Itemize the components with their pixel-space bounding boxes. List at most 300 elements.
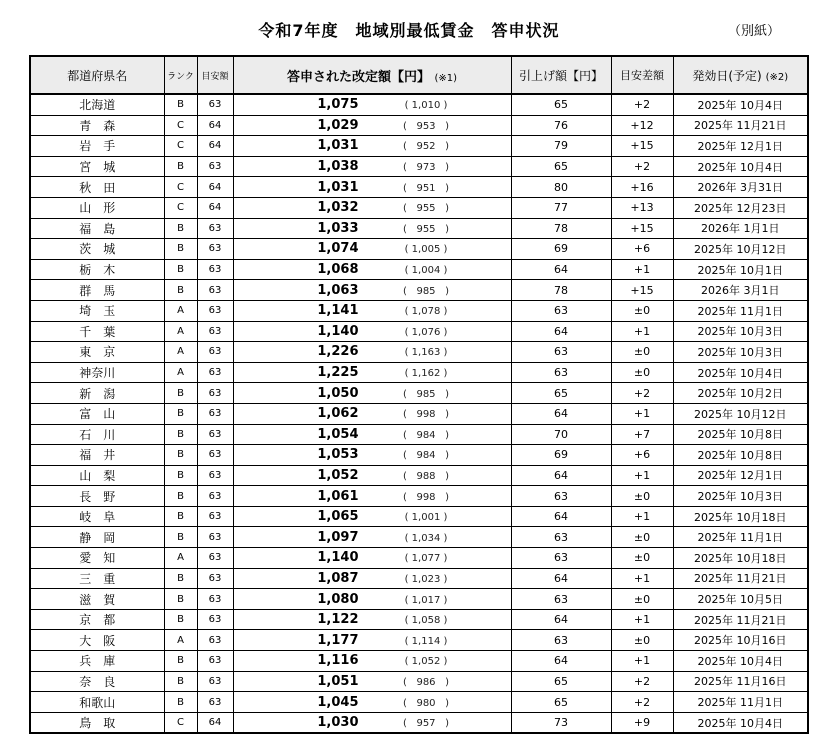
previous-wage: ( 998 ) bbox=[403, 409, 449, 421]
table-row bbox=[30, 486, 808, 507]
table-row bbox=[30, 321, 808, 342]
raise-cell: 64 bbox=[511, 609, 611, 630]
new-wage: 1,031 bbox=[317, 179, 359, 195]
guideline-diff-cell: +2 bbox=[611, 692, 673, 713]
prefecture-cell: 埼 玉 bbox=[30, 300, 164, 321]
table-row bbox=[30, 362, 808, 383]
rank-cell: B bbox=[164, 692, 197, 713]
header-prefecture: 都道府県名 bbox=[30, 56, 164, 94]
revised-amount-cell bbox=[233, 403, 511, 424]
table-row bbox=[30, 136, 808, 157]
revised-amount-cell bbox=[233, 239, 511, 260]
prefecture-cell: 千 葉 bbox=[30, 321, 164, 342]
previous-wage: ( 1,077 ) bbox=[404, 553, 448, 565]
rank-cell: B bbox=[164, 424, 197, 445]
guideline-diff-cell: ±0 bbox=[611, 486, 673, 507]
table-row bbox=[30, 630, 808, 651]
table-row bbox=[30, 383, 808, 404]
effective-date-cell: 2025年 10月8日 bbox=[673, 445, 808, 466]
guideline-cell: 63 bbox=[197, 94, 233, 115]
revised-amount-cell bbox=[233, 712, 511, 733]
guideline-diff-cell: +1 bbox=[611, 651, 673, 672]
header-rank: ランク bbox=[164, 56, 197, 94]
guideline-diff-cell: ±0 bbox=[611, 630, 673, 651]
prefecture-cell: 石 川 bbox=[30, 424, 164, 445]
guideline-diff-cell: +1 bbox=[611, 609, 673, 630]
new-wage: 1,140 bbox=[317, 323, 359, 339]
previous-wage: ( 1,078 ) bbox=[404, 306, 448, 318]
guideline-cell: 63 bbox=[197, 692, 233, 713]
rank-cell: C bbox=[164, 177, 197, 198]
previous-wage: ( 1,163 ) bbox=[404, 347, 448, 359]
new-wage: 1,225 bbox=[317, 365, 359, 381]
table-row bbox=[30, 280, 808, 301]
table-row bbox=[30, 548, 808, 569]
revised-amount-cell bbox=[233, 300, 511, 321]
guideline-diff-cell: +12 bbox=[611, 115, 673, 136]
revised-amount-cell bbox=[233, 568, 511, 589]
revised-amount-cell bbox=[233, 156, 511, 177]
guideline-diff-cell: +15 bbox=[611, 136, 673, 157]
header-row bbox=[30, 56, 808, 94]
rank-cell: A bbox=[164, 342, 197, 363]
guideline-diff-cell: ±0 bbox=[611, 300, 673, 321]
table-row bbox=[30, 651, 808, 672]
raise-cell: 78 bbox=[511, 280, 611, 301]
raise-cell: 65 bbox=[511, 692, 611, 713]
guideline-cell: 64 bbox=[197, 712, 233, 733]
prefecture-cell: 神奈川 bbox=[30, 362, 164, 383]
guideline-diff-cell: ±0 bbox=[611, 548, 673, 569]
previous-wage: ( 998 ) bbox=[403, 491, 449, 503]
guideline-diff-cell: +1 bbox=[611, 259, 673, 280]
guideline-diff-cell: +2 bbox=[611, 156, 673, 177]
revised-amount-cell bbox=[233, 424, 511, 445]
table-row bbox=[30, 568, 808, 589]
guideline-diff-cell: +1 bbox=[611, 506, 673, 527]
raise-cell: 63 bbox=[511, 527, 611, 548]
raise-cell: 65 bbox=[511, 383, 611, 404]
raise-cell: 80 bbox=[511, 177, 611, 198]
raise-cell: 64 bbox=[511, 465, 611, 486]
guideline-cell: 63 bbox=[197, 403, 233, 424]
guideline-diff-cell: +1 bbox=[611, 568, 673, 589]
previous-wage: ( 973 ) bbox=[403, 162, 449, 174]
revised-amount-cell bbox=[233, 115, 511, 136]
rank-cell: B bbox=[164, 465, 197, 486]
new-wage: 1,065 bbox=[317, 509, 359, 525]
previous-wage: ( 1,076 ) bbox=[404, 326, 448, 338]
previous-wage: ( 951 ) bbox=[403, 182, 449, 194]
prefecture-cell: 秋 田 bbox=[30, 177, 164, 198]
prefecture-cell: 東 京 bbox=[30, 342, 164, 363]
prefecture-cell: 富 山 bbox=[30, 403, 164, 424]
guideline-diff-cell: +15 bbox=[611, 280, 673, 301]
effective-date-cell: 2025年 11月16日 bbox=[673, 671, 808, 692]
revised-amount-cell bbox=[233, 259, 511, 280]
raise-cell: 69 bbox=[511, 239, 611, 260]
raise-cell: 65 bbox=[511, 671, 611, 692]
prefecture-cell: 北海道 bbox=[30, 94, 164, 115]
prefecture-cell: 兵 庫 bbox=[30, 651, 164, 672]
rank-cell: B bbox=[164, 486, 197, 507]
previous-wage: ( 1,017 ) bbox=[404, 594, 448, 606]
effective-date-cell: 2025年 11月1日 bbox=[673, 527, 808, 548]
guideline-cell: 63 bbox=[197, 465, 233, 486]
effective-date-cell: 2025年 10月18日 bbox=[673, 548, 808, 569]
raise-cell: 64 bbox=[511, 568, 611, 589]
raise-cell: 69 bbox=[511, 445, 611, 466]
previous-wage: ( 952 ) bbox=[403, 141, 449, 153]
new-wage: 1,141 bbox=[317, 303, 359, 319]
guideline-cell: 63 bbox=[197, 300, 233, 321]
guideline-cell: 63 bbox=[197, 239, 233, 260]
page-title: 令和7年度 地域別最低賃金 答申状況 bbox=[258, 21, 560, 40]
rank-cell: B bbox=[164, 94, 197, 115]
previous-wage: ( 1,114 ) bbox=[404, 635, 448, 647]
guideline-diff-cell: +9 bbox=[611, 712, 673, 733]
rank-cell: B bbox=[164, 671, 197, 692]
new-wage: 1,080 bbox=[317, 591, 359, 607]
new-wage: 1,062 bbox=[317, 406, 359, 422]
new-wage: 1,116 bbox=[317, 653, 359, 669]
prefecture-cell: 大 阪 bbox=[30, 630, 164, 651]
revised-amount-cell bbox=[233, 383, 511, 404]
effective-date-cell: 2025年 10月3日 bbox=[673, 486, 808, 507]
rank-cell: B bbox=[164, 651, 197, 672]
table-row bbox=[30, 712, 808, 733]
rank-cell: A bbox=[164, 548, 197, 569]
previous-wage: ( 1,004 ) bbox=[404, 265, 448, 277]
raise-cell: 65 bbox=[511, 94, 611, 115]
guideline-cell: 63 bbox=[197, 486, 233, 507]
previous-wage: ( 957 ) bbox=[403, 718, 449, 730]
revised-amount-cell bbox=[233, 465, 511, 486]
guideline-cell: 63 bbox=[197, 218, 233, 239]
guideline-cell: 63 bbox=[197, 609, 233, 630]
previous-wage: ( 988 ) bbox=[403, 470, 449, 482]
table-row bbox=[30, 115, 808, 136]
rank-cell: B bbox=[164, 589, 197, 610]
prefecture-cell: 和歌山 bbox=[30, 692, 164, 713]
revised-amount-cell bbox=[233, 548, 511, 569]
guideline-diff-cell: ±0 bbox=[611, 589, 673, 610]
header-revised-note: (※1) bbox=[434, 72, 458, 84]
guideline-cell: 63 bbox=[197, 156, 233, 177]
guideline-diff-cell: +13 bbox=[611, 197, 673, 218]
prefecture-cell: 山 梨 bbox=[30, 465, 164, 486]
raise-cell: 63 bbox=[511, 486, 611, 507]
revised-amount-cell bbox=[233, 94, 511, 115]
new-wage: 1,032 bbox=[317, 200, 359, 216]
guideline-cell: 63 bbox=[197, 362, 233, 383]
effective-date-cell: 2025年 10月4日 bbox=[673, 651, 808, 672]
new-wage: 1,050 bbox=[317, 385, 359, 401]
revised-amount-cell bbox=[233, 630, 511, 651]
header-effective-note: (※2) bbox=[765, 71, 789, 83]
new-wage: 1,030 bbox=[317, 715, 359, 731]
revised-amount-cell bbox=[233, 197, 511, 218]
guideline-cell: 63 bbox=[197, 527, 233, 548]
prefecture-cell: 茨 城 bbox=[30, 239, 164, 260]
effective-date-cell: 2025年 10月4日 bbox=[673, 362, 808, 383]
raise-cell: 64 bbox=[511, 259, 611, 280]
raise-cell: 63 bbox=[511, 342, 611, 363]
prefecture-cell: 岐 阜 bbox=[30, 506, 164, 527]
raise-cell: 77 bbox=[511, 197, 611, 218]
guideline-diff-cell: ±0 bbox=[611, 342, 673, 363]
new-wage: 1,038 bbox=[317, 159, 359, 175]
rank-cell: A bbox=[164, 362, 197, 383]
header-effective bbox=[673, 56, 808, 94]
previous-wage: ( 985 ) bbox=[403, 388, 449, 400]
effective-date-cell: 2025年 10月3日 bbox=[673, 342, 808, 363]
header-effective-label: 発効日(予定) bbox=[692, 68, 762, 83]
revised-amount-cell bbox=[233, 218, 511, 239]
guideline-cell: 63 bbox=[197, 589, 233, 610]
guideline-diff-cell: +1 bbox=[611, 403, 673, 424]
effective-date-cell: 2025年 11月21日 bbox=[673, 609, 808, 630]
revised-amount-cell bbox=[233, 486, 511, 507]
guideline-diff-cell: +6 bbox=[611, 445, 673, 466]
previous-wage: ( 1,010 ) bbox=[404, 100, 448, 112]
effective-date-cell: 2025年 11月1日 bbox=[673, 300, 808, 321]
previous-wage: ( 984 ) bbox=[403, 429, 449, 441]
previous-wage: ( 980 ) bbox=[403, 697, 449, 709]
revised-amount-cell bbox=[233, 362, 511, 383]
guideline-cell: 63 bbox=[197, 259, 233, 280]
annex-label: （別紙） bbox=[727, 24, 780, 39]
effective-date-cell: 2025年 12月23日 bbox=[673, 197, 808, 218]
guideline-cell: 64 bbox=[197, 177, 233, 198]
table-body bbox=[30, 94, 808, 733]
new-wage: 1,029 bbox=[317, 117, 359, 133]
guideline-cell: 63 bbox=[197, 321, 233, 342]
rank-cell: C bbox=[164, 712, 197, 733]
rank-cell: C bbox=[164, 197, 197, 218]
prefecture-cell: 奈 良 bbox=[30, 671, 164, 692]
new-wage: 1,068 bbox=[317, 262, 359, 278]
guideline-diff-cell: +16 bbox=[611, 177, 673, 198]
table-row bbox=[30, 342, 808, 363]
guideline-cell: 63 bbox=[197, 280, 233, 301]
effective-date-cell: 2025年 12月1日 bbox=[673, 136, 808, 157]
prefecture-cell: 滋 賀 bbox=[30, 589, 164, 610]
revised-amount-cell bbox=[233, 651, 511, 672]
effective-date-cell: 2025年 11月21日 bbox=[673, 115, 808, 136]
new-wage: 1,031 bbox=[317, 138, 359, 154]
effective-date-cell: 2025年 10月16日 bbox=[673, 630, 808, 651]
previous-wage: ( 986 ) bbox=[403, 676, 449, 688]
effective-date-cell: 2025年 11月21日 bbox=[673, 568, 808, 589]
rank-cell: B bbox=[164, 445, 197, 466]
new-wage: 1,045 bbox=[317, 694, 359, 710]
raise-cell: 65 bbox=[511, 156, 611, 177]
guideline-diff-cell: +15 bbox=[611, 218, 673, 239]
previous-wage: ( 953 ) bbox=[403, 120, 449, 132]
raise-cell: 63 bbox=[511, 548, 611, 569]
new-wage: 1,051 bbox=[317, 673, 359, 689]
prefecture-cell: 静 岡 bbox=[30, 527, 164, 548]
table-row bbox=[30, 197, 808, 218]
revised-amount-cell bbox=[233, 589, 511, 610]
table-row bbox=[30, 506, 808, 527]
new-wage: 1,122 bbox=[317, 612, 359, 628]
guideline-cell: 64 bbox=[197, 115, 233, 136]
prefecture-cell: 京 都 bbox=[30, 609, 164, 630]
rank-cell: B bbox=[164, 527, 197, 548]
effective-date-cell: 2025年 10月2日 bbox=[673, 383, 808, 404]
raise-cell: 63 bbox=[511, 300, 611, 321]
rank-cell: B bbox=[164, 218, 197, 239]
prefecture-cell: 宮 城 bbox=[30, 156, 164, 177]
raise-cell: 70 bbox=[511, 424, 611, 445]
new-wage: 1,054 bbox=[317, 426, 359, 442]
raise-cell: 78 bbox=[511, 218, 611, 239]
table-row bbox=[30, 156, 808, 177]
revised-amount-cell bbox=[233, 445, 511, 466]
table-row bbox=[30, 403, 808, 424]
effective-date-cell: 2026年 3月1日 bbox=[673, 280, 808, 301]
header-revised-label: 答申された改定額【円】 bbox=[286, 69, 430, 85]
rank-cell: B bbox=[164, 259, 197, 280]
table-row bbox=[30, 94, 808, 115]
guideline-cell: 63 bbox=[197, 506, 233, 527]
revised-amount-cell bbox=[233, 136, 511, 157]
rank-cell: B bbox=[164, 568, 197, 589]
prefecture-cell: 長 野 bbox=[30, 486, 164, 507]
header-raise: 引上げ額【円】 bbox=[511, 56, 611, 94]
effective-date-cell: 2025年 10月12日 bbox=[673, 239, 808, 260]
guideline-diff-cell: +7 bbox=[611, 424, 673, 445]
raise-cell: 64 bbox=[511, 651, 611, 672]
raise-cell: 63 bbox=[511, 362, 611, 383]
rank-cell: B bbox=[164, 280, 197, 301]
new-wage: 1,053 bbox=[317, 447, 359, 463]
table-row bbox=[30, 259, 808, 280]
prefecture-cell: 青 森 bbox=[30, 115, 164, 136]
table-row bbox=[30, 445, 808, 466]
effective-date-cell: 2025年 10月4日 bbox=[673, 712, 808, 733]
new-wage: 1,074 bbox=[317, 241, 359, 257]
table-row bbox=[30, 671, 808, 692]
prefecture-cell: 福 島 bbox=[30, 218, 164, 239]
guideline-cell: 63 bbox=[197, 568, 233, 589]
previous-wage: ( 1,052 ) bbox=[404, 656, 448, 668]
table-row bbox=[30, 239, 808, 260]
effective-date-cell: 2025年 11月1日 bbox=[673, 692, 808, 713]
prefecture-cell: 三 重 bbox=[30, 568, 164, 589]
guideline-cell: 64 bbox=[197, 136, 233, 157]
rank-cell: B bbox=[164, 383, 197, 404]
guideline-cell: 63 bbox=[197, 342, 233, 363]
previous-wage: ( 1,162 ) bbox=[404, 368, 448, 380]
raise-cell: 64 bbox=[511, 403, 611, 424]
new-wage: 1,097 bbox=[317, 529, 359, 545]
guideline-cell: 63 bbox=[197, 651, 233, 672]
guideline-diff-cell: +1 bbox=[611, 465, 673, 486]
guideline-diff-cell: ±0 bbox=[611, 362, 673, 383]
previous-wage: ( 1,058 ) bbox=[404, 615, 448, 627]
header-revised bbox=[233, 56, 511, 94]
table-row bbox=[30, 177, 808, 198]
effective-date-cell: 2025年 10月18日 bbox=[673, 506, 808, 527]
minimum-wage-table bbox=[29, 55, 809, 734]
header-diff: 目安差額 bbox=[611, 56, 673, 94]
guideline-cell: 63 bbox=[197, 548, 233, 569]
previous-wage: ( 1,023 ) bbox=[404, 573, 448, 585]
guideline-diff-cell: +2 bbox=[611, 383, 673, 404]
revised-amount-cell bbox=[233, 609, 511, 630]
table-row bbox=[30, 218, 808, 239]
table-row bbox=[30, 692, 808, 713]
rank-cell: B bbox=[164, 506, 197, 527]
new-wage: 1,087 bbox=[317, 570, 359, 586]
rank-cell: B bbox=[164, 609, 197, 630]
revised-amount-cell bbox=[233, 280, 511, 301]
revised-amount-cell bbox=[233, 177, 511, 198]
effective-date-cell: 2025年 10月1日 bbox=[673, 259, 808, 280]
new-wage: 1,177 bbox=[317, 632, 359, 648]
raise-cell: 63 bbox=[511, 630, 611, 651]
new-wage: 1,063 bbox=[317, 282, 359, 298]
table-row bbox=[30, 300, 808, 321]
table-row bbox=[30, 465, 808, 486]
guideline-cell: 63 bbox=[197, 424, 233, 445]
raise-cell: 64 bbox=[511, 321, 611, 342]
guideline-cell: 63 bbox=[197, 630, 233, 651]
prefecture-cell: 岩 手 bbox=[30, 136, 164, 157]
guideline-cell: 63 bbox=[197, 671, 233, 692]
rank-cell: B bbox=[164, 239, 197, 260]
table-row bbox=[30, 424, 808, 445]
raise-cell: 76 bbox=[511, 115, 611, 136]
effective-date-cell: 2025年 10月4日 bbox=[673, 94, 808, 115]
guideline-diff-cell: +2 bbox=[611, 671, 673, 692]
raise-cell: 79 bbox=[511, 136, 611, 157]
guideline-diff-cell: +1 bbox=[611, 321, 673, 342]
effective-date-cell: 2025年 12月1日 bbox=[673, 465, 808, 486]
previous-wage: ( 955 ) bbox=[403, 223, 449, 235]
previous-wage: ( 984 ) bbox=[403, 450, 449, 462]
guideline-cell: 63 bbox=[197, 383, 233, 404]
revised-amount-cell bbox=[233, 321, 511, 342]
rank-cell: B bbox=[164, 156, 197, 177]
rank-cell: B bbox=[164, 403, 197, 424]
raise-cell: 73 bbox=[511, 712, 611, 733]
table-row bbox=[30, 609, 808, 630]
revised-amount-cell bbox=[233, 342, 511, 363]
effective-date-cell: 2025年 10月4日 bbox=[673, 156, 808, 177]
raise-cell: 64 bbox=[511, 506, 611, 527]
previous-wage: ( 985 ) bbox=[403, 285, 449, 297]
guideline-diff-cell: +6 bbox=[611, 239, 673, 260]
rank-cell: C bbox=[164, 136, 197, 157]
revised-amount-cell bbox=[233, 527, 511, 548]
rank-cell: A bbox=[164, 630, 197, 651]
table-row bbox=[30, 527, 808, 548]
effective-date-cell: 2025年 10月3日 bbox=[673, 321, 808, 342]
effective-date-cell: 2026年 1月1日 bbox=[673, 218, 808, 239]
raise-cell: 63 bbox=[511, 589, 611, 610]
guideline-cell: 64 bbox=[197, 197, 233, 218]
effective-date-cell: 2025年 10月5日 bbox=[673, 589, 808, 610]
revised-amount-cell bbox=[233, 506, 511, 527]
prefecture-cell: 福 井 bbox=[30, 445, 164, 466]
prefecture-cell: 鳥 取 bbox=[30, 712, 164, 733]
previous-wage: ( 1,005 ) bbox=[404, 244, 448, 256]
table-row bbox=[30, 589, 808, 610]
